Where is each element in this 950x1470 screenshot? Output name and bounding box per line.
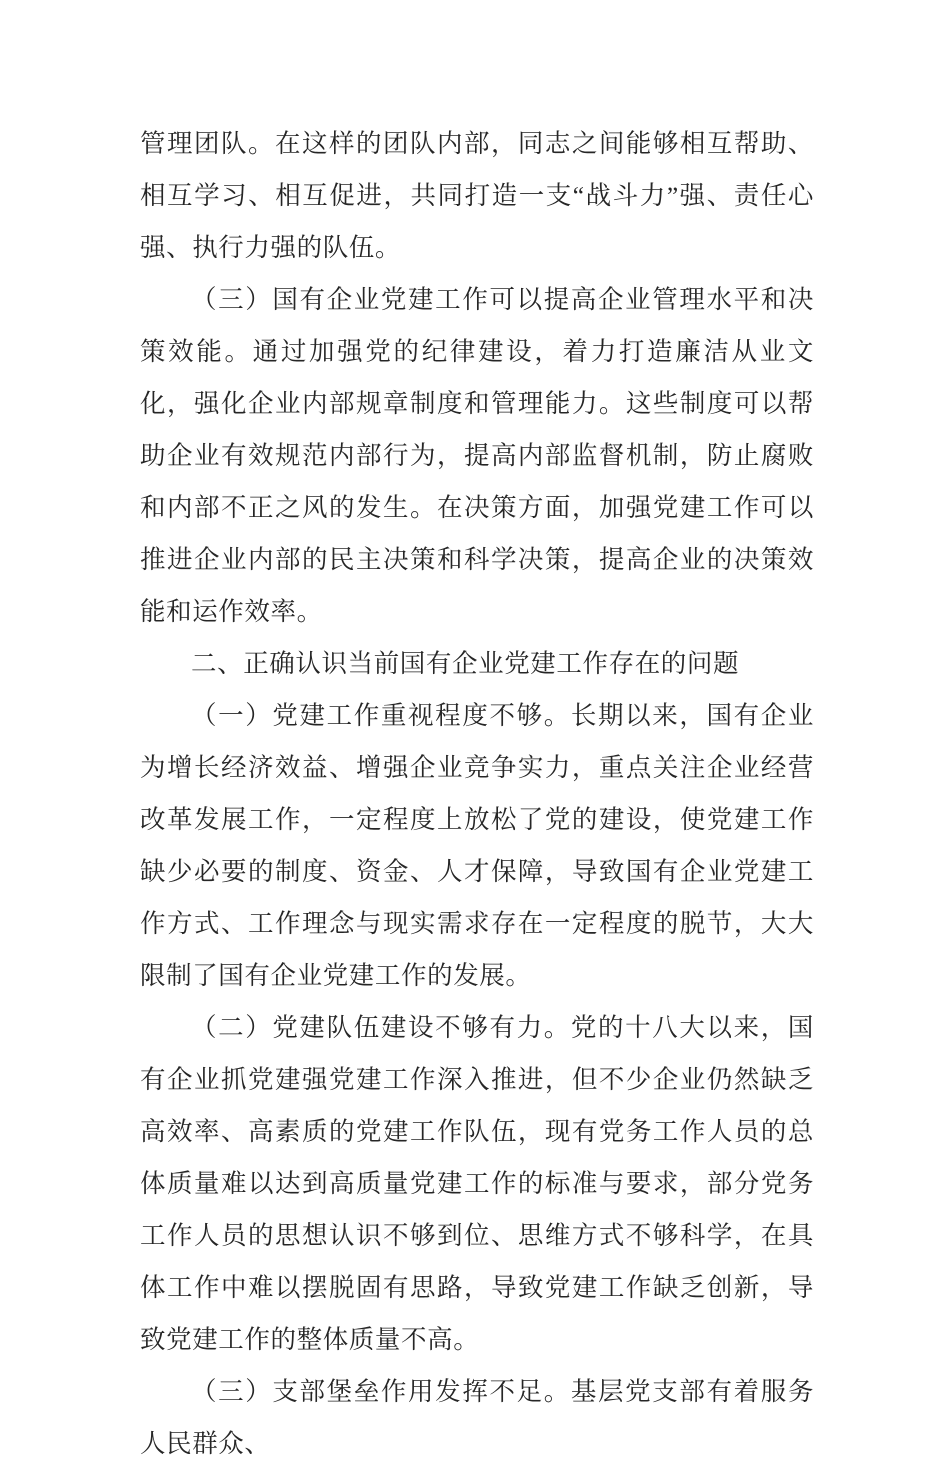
paragraph-section2-item2: （二）党建队伍建设不够有力。党的十八大以来，国有企业抓党建强党建工作深入推进，但不少企业仍然缺乏高效率、高素质的党建工作队伍，现有党务工作人员的总体质量难以达到高质量党建工作的标准与要求，部分党务工作人员的思想认识不够到位、思维方式不够科学，在具体工作中难以摆脱固有思路，导致党建工作缺乏创新，导致党建工作的整体质量不高。 [140,1013,814,1354]
paragraph-section1-item3: （三）国有企业党建工作可以提高企业管理水平和决策效能。通过加强党的纪律建设，着力打造廉洁从业文化，强化企业内部规章制度和管理能力。这些制度可以帮助企业有效规范内部行为，提高内部监督机制，防止腐败和内部不正之风的发生。在决策方面，加强党建工作可以推进企业内部的民主决策和科学决策，提高企业的决策效能和运作效率。 [140,285,814,626]
paragraph-section2-item3: （三）支部堡垒作用发挥不足。基层党支部有着服务人民群众、 [140,1377,814,1458]
heading-section-two: 二、正确认识当前国有企业党建工作存在的问题 [191,649,740,678]
document-text-column [140,118,814,1470]
paragraph-section2-item1: （一）党建工作重视程度不够。长期以来，国有企业为增长经济效益、增强企业竞争实力，重点关注企业经营改革发展工作，一定程度上放松了党的建设，使党建工作缺少必要的制度、资金、人才保障，导致国有企业党建工作方式、工作理念与现实需求存在一定程度的脱节，大大限制了国有企业党建工作的发展。 [140,701,814,990]
paragraph-continuation: 管理团队。在这样的团队内部，同志之间能够相互帮助、相互学习、相互促进，共同打造一支“战斗力”强、责任心强、执行力强的队伍。 [140,129,814,262]
